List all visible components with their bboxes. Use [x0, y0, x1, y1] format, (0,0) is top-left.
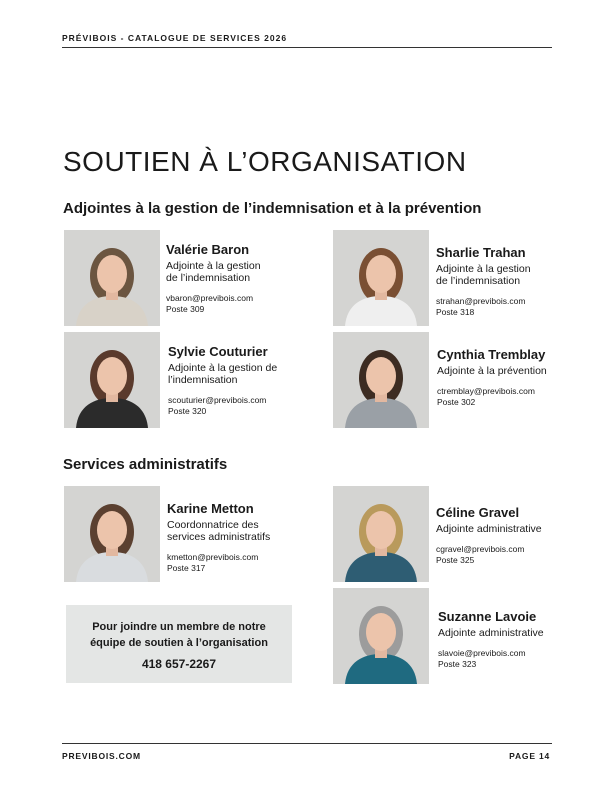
person-role-line: Adjointe à la prévention [437, 365, 547, 377]
person-card-cynthia-tremblay [437, 347, 587, 408]
contact-line-2: équipe de soutien à l’organisation [90, 637, 268, 649]
person-extension: Poste 318 [436, 307, 475, 317]
portrait-image [333, 486, 429, 582]
person-card-suzanne-lavoie [438, 609, 588, 670]
photo-suzanne-lavoie [333, 588, 429, 684]
person-extension: Poste 309 [166, 304, 205, 314]
person-role-line: services administratifs [167, 531, 271, 543]
person-role-line: Adjointe à la gestion [436, 263, 531, 275]
photo-sharlie-trahan [333, 230, 429, 326]
person-email[interactable]: cgravel@previbois.com [436, 544, 525, 554]
header-divider [62, 47, 552, 48]
person-role-line: Adjointe administrative [436, 523, 542, 535]
portrait-face [366, 357, 396, 395]
photo-karine-metton [64, 486, 160, 582]
footer-divider [62, 743, 552, 744]
portrait-face [97, 357, 127, 395]
person-email[interactable]: slavoie@previbois.com [438, 648, 526, 658]
portrait-image [333, 332, 429, 428]
person-card-valerie-baron [166, 242, 316, 315]
portrait-face [366, 511, 396, 549]
person-name: Céline Gravel [436, 505, 520, 520]
photo-valerie-baron [64, 230, 160, 326]
section-title-indemnisation: Adjointes à la gestion de l’indemnisation et à la prévention [63, 200, 482, 217]
person-extension: Poste 320 [168, 406, 207, 416]
person-extension: Poste 323 [438, 659, 477, 669]
person-role-line: Adjointe administrative [438, 627, 544, 639]
person-email[interactable]: ctremblay@previbois.com [437, 386, 535, 396]
portrait-image [64, 332, 160, 428]
photo-celine-gravel [333, 486, 429, 582]
person-role-line: l’indemnisation [168, 374, 238, 386]
photo-sylvie-couturier [64, 332, 160, 428]
portrait-face [366, 255, 396, 293]
person-name: Sylvie Couturier [168, 344, 268, 359]
portrait-image [333, 230, 429, 326]
footer-page-number: PAGE 14 [509, 751, 550, 761]
person-role-line: Adjointe à la gestion de [168, 362, 278, 374]
section-title-administratifs: Services administratifs [63, 456, 228, 473]
contact-phone[interactable]: 418 657-2267 [141, 657, 217, 671]
person-extension: Poste 302 [437, 397, 476, 407]
person-extension: Poste 325 [436, 555, 475, 565]
person-name: Sharlie Trahan [436, 245, 526, 260]
person-email[interactable]: strahan@previbois.com [436, 296, 526, 306]
person-role-line: Adjointe à la gestion [166, 260, 261, 272]
person-card-celine-gravel [436, 505, 586, 566]
portrait-face [97, 255, 127, 293]
person-name: Cynthia Tremblay [437, 347, 546, 362]
contact-line-1: Pour joindre un membre de notre [92, 621, 266, 633]
person-card-sharlie-trahan [436, 245, 586, 318]
header-title: PRÉVIBOIS - CATALOGUE DE SERVICES 2026 [62, 33, 288, 43]
person-role-line: de l’indemnisation [436, 275, 521, 287]
person-card-karine-metton [167, 501, 317, 574]
person-email[interactable]: kmetton@previbois.com [167, 552, 259, 562]
person-role-line: Coordonnatrice des [167, 519, 259, 531]
portrait-image [64, 230, 160, 326]
person-name: Valérie Baron [166, 242, 250, 257]
person-email[interactable]: vbaron@previbois.com [166, 293, 254, 303]
footer-website[interactable]: PREVIBOIS.COM [62, 751, 141, 761]
portrait-image [64, 486, 160, 582]
person-name: Karine Metton [167, 501, 254, 516]
person-extension: Poste 317 [167, 563, 206, 573]
portrait-face [366, 613, 396, 651]
portrait-face [97, 511, 127, 549]
person-role-line: de l’indemnisation [166, 272, 251, 284]
photo-cynthia-tremblay [333, 332, 429, 428]
contact-box [66, 605, 292, 683]
portrait-image [333, 588, 429, 684]
person-name: Suzanne Lavoie [438, 609, 537, 624]
person-email[interactable]: scouturier@previbois.com [168, 395, 267, 405]
page-title: SOUTIEN À L’ORGANISATION [63, 146, 467, 177]
person-card-sylvie-couturier [168, 344, 318, 417]
